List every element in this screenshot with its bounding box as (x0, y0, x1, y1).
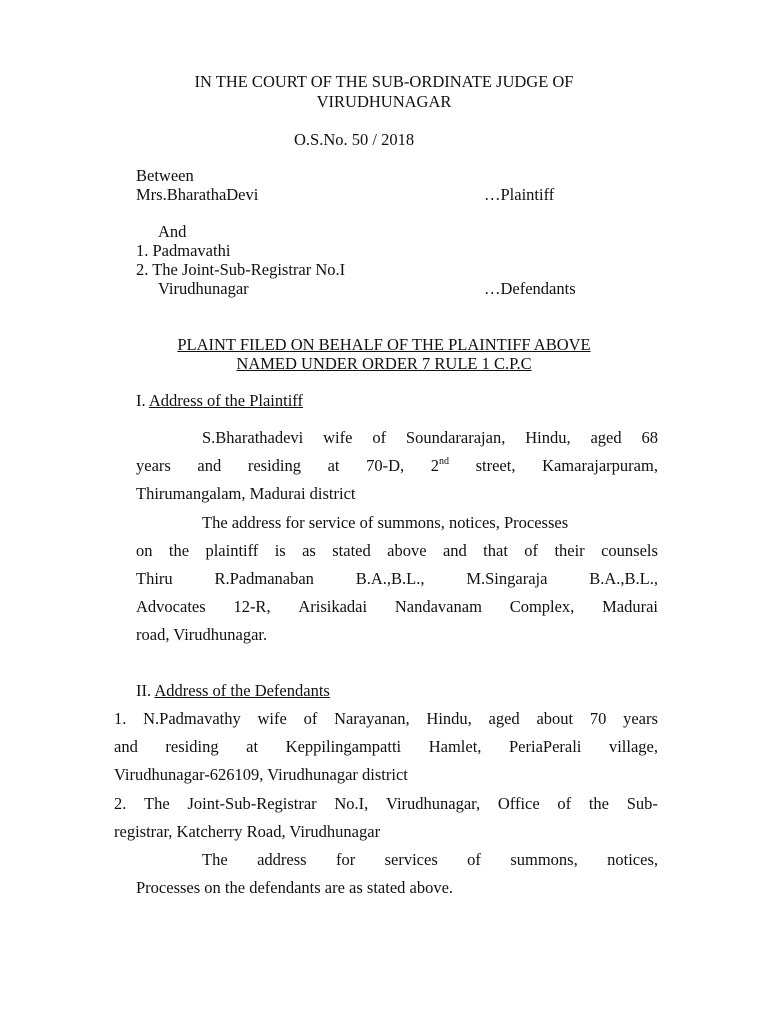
plaintiff-role: …Plaintiff (484, 185, 555, 204)
street-number: 2nd (430, 456, 450, 475)
section-1-heading-text: Address of the Plaintiff (148, 391, 303, 410)
plaint-title-line-1: PLAINT FILED ON BEHALF OF THE PLAINTIFF ABOVE (177, 335, 591, 354)
defendants-service-line-1: The address for services of summons, notices, (202, 850, 658, 869)
plaint-title-line-2: NAMED UNDER ORDER 7 RULE 1 C.P.C (236, 354, 532, 373)
defendant-1-name: 1. Padmavathi (136, 241, 231, 260)
service-address-line-2: on the plaintiff is as stated above and that of their counsels (136, 541, 658, 560)
defendant-2-address-line-2: registrar, Katcherry Road, Virudhunagar (114, 822, 381, 841)
defendant-2-name-line-2: Virudhunagar (158, 279, 249, 298)
defendant-1-address-line-3: Virudhunagar-626109, Virudhunagar district (114, 765, 408, 784)
defendant-1-address-line-1: 1. N.Padmavathy wife of Narayanan, Hindu, aged about 70 years (114, 709, 658, 728)
defendants-role: …Defendants (484, 279, 576, 298)
service-address-line-1: The address for service of summons, notices, Processes (202, 513, 569, 532)
section-2-number: II. (136, 681, 152, 700)
between-label: Between (136, 166, 194, 185)
plaintiff-address-line-2: years and residing at 70-D, 2nd street, Kamarajarpuram, (136, 456, 658, 475)
defendant-2-name-line-1: 2. The Joint-Sub-Registrar No.I (136, 260, 346, 279)
plaintiff-address-line-1: S.Bharathadevi wife of Soundararajan, Hindu, aged 68 (202, 428, 658, 447)
plaintiff-address-line-3: Thirumangalam, Madurai district (136, 484, 356, 503)
court-title-line-1: IN THE COURT OF THE SUB-ORDINATE JUDGE OF (194, 72, 574, 91)
defendant-1-address-line-2: and residing at Keppilingampatti Hamlet, PeriaPerali village, (114, 737, 658, 756)
case-number: O.S.No. 50 / 2018 (294, 130, 415, 149)
service-address-line-3: Thiru R.Padmanaban B.A.,B.L., M.Singaraja B.A.,B.L., (136, 569, 658, 588)
section-2-heading (136, 681, 330, 701)
service-address-line-5: road, Virudhunagar. (136, 625, 268, 644)
service-address-line-4: Advocates 12-R, Arisikadai Nandavanam Complex, Madurai (136, 597, 658, 616)
section-1-number: I. (136, 391, 146, 410)
defendants-service-line-2: Processes on the defendants are as stated above. (136, 878, 454, 897)
plaintiff-name: Mrs.BharathaDevi (136, 185, 259, 204)
court-title-line-2: VIRUDHUNAGAR (316, 92, 452, 111)
defendant-2-address-line-1: 2. The Joint-Sub-Registrar No.I, Virudhunagar, Office of the Sub- (114, 794, 658, 813)
section-2-heading-text: Address of the Defendants (154, 681, 330, 700)
section-1-heading (136, 391, 303, 411)
and-label: And (158, 222, 187, 241)
